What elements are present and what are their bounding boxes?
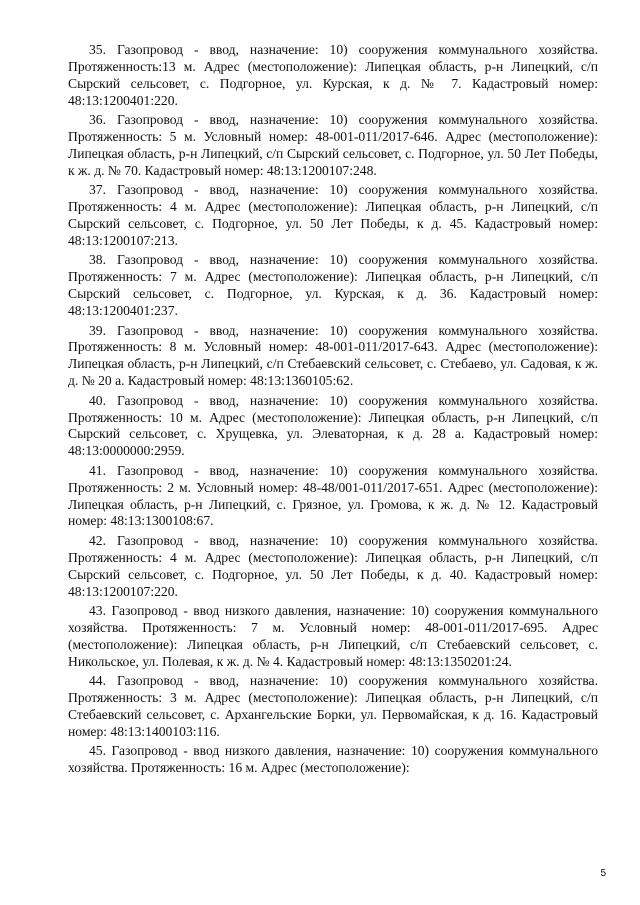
list-item-38: 38. Газопровод - ввод, назначение: 10) сооружения коммунального хозяйства. Протяженность: 7 м. Адрес (местоположение): Липецкая область, р-н Липецкий, с/п Сырский сельсовет, с. Подгорное, ул. Курская, к д. 36. Кадастровый номер: 48:13:1200401:237. — [68, 252, 598, 319]
list-item-36: 36. Газопровод - ввод, назначение: 10) сооружения коммунального хозяйства. Протяженность: 5 м. Условный номер: 48-001-011/2017-646. Адрес (местоположение): Липецкая область, р-н Липецкий, с/п Сырский сельсовет, с. Подгорное, ул. 50 Лет Победы, к ж. д. № 70. Кадастровый номер: 48:13:1200107:248. — [68, 112, 598, 178]
list-item-44: 44. Газопровод - ввод, назначение: 10) сооружения коммунального хозяйства. Протяженность: 3 м. Адрес (местоположение): Липецкая область, р-н Липецкий, с/п Стебаевский сельсовет, с. Архангельские Борки, ул. Первомайская, к д. 16. Кадастровый номер: 48:13:1400103:116. — [68, 673, 598, 739]
list-item-43: 43. Газопровод - ввод низкого давления, назначение: 10) сооружения коммунального хозяйства. Протяженность: 7 м. Условный номер: 48-001-011/2017-695. Адрес (местоположение): Липецкая область, р-н Липецкий, с/п Стебаевский сельсовет, с. Никольское, ул. Полевая, к ж. д. № 4. Кадастровый номер: 48:13:1350201:24. — [68, 603, 598, 669]
page-number: 5 — [600, 868, 606, 879]
list-item-35: 35. Газопровод - ввод, назначение: 10) сооружения коммунального хозяйства. Протяженность:13 м. Адрес (местоположение): Липецкая область, р-н Липецкий, с/п Сырский сельсовет, с. Подгорное, ул. Курская, к д. № 7. Кадастровый номер: 48:13:1200401:220. — [68, 42, 598, 108]
document-body — [68, 42, 598, 780]
list-item-41: 41. Газопровод - ввод, назначение: 10) сооружения коммунального хозяйства. Протяженность: 2 м. Условный номер: 48-48/001-011/2017-651. Адрес (местоположение): Липецкая область, р-н Липецкий, с. Грязное, ул. Громова, к ж. д. № 12. Кадастровый номер: 48:13:1300108:67. — [68, 462, 598, 529]
list-item-40: 40. Газопровод - ввод, назначение: 10) сооружения коммунального хозяйства. Протяженность: 10 м. Адрес (местоположение): Липецкая область, р-н Липецкий, с/п Сырский сельсовет, с. Хрущевка, ул. Элеваторная, к д. 28 а. Кадастровый номер: 48:13:0000000:2959. — [68, 392, 598, 459]
list-item-42: 42. Газопровод - ввод, назначение: 10) сооружения коммунального хозяйства. Протяженность: 4 м. Адрес (местоположение): Липецкая область, р-н Липецкий, с/п Сырский сельсовет, с. Подгорное, ул. 50 Лет Победы, к д. 40. Кадастровый номер: 48:13:1200107:220. — [68, 532, 598, 599]
list-item-37: 37. Газопровод - ввод, назначение: 10) сооружения коммунального хозяйства. Протяженность: 4 м. Адрес (местоположение): Липецкая область, р-н Липецкий, с/п Сырский сельсовет, с. Подгорное, ул. 50 Лет Победы, к д. 45. Кадастровый номер: 48:13:1200107:213. — [68, 182, 598, 248]
list-item-45: 45. Газопровод - ввод низкого давления, назначение: 10) сооружения коммунального хозяйства. Протяженность: 16 м. Адрес (местоположение): — [68, 743, 598, 776]
list-item-39: 39. Газопровод - ввод, назначение: 10) сооружения коммунального хозяйства. Протяженность: 8 м. Условный номер: 48-001-011/2017-643. Адрес (местоположение): Липецкая область, р-н Липецкий, с/п Стебаевский сельсовет, с. Стебаево, ул. Садовая, к ж. д. № 20 а. Кадастровый номер: 48:13:1360105:62. — [68, 322, 598, 389]
